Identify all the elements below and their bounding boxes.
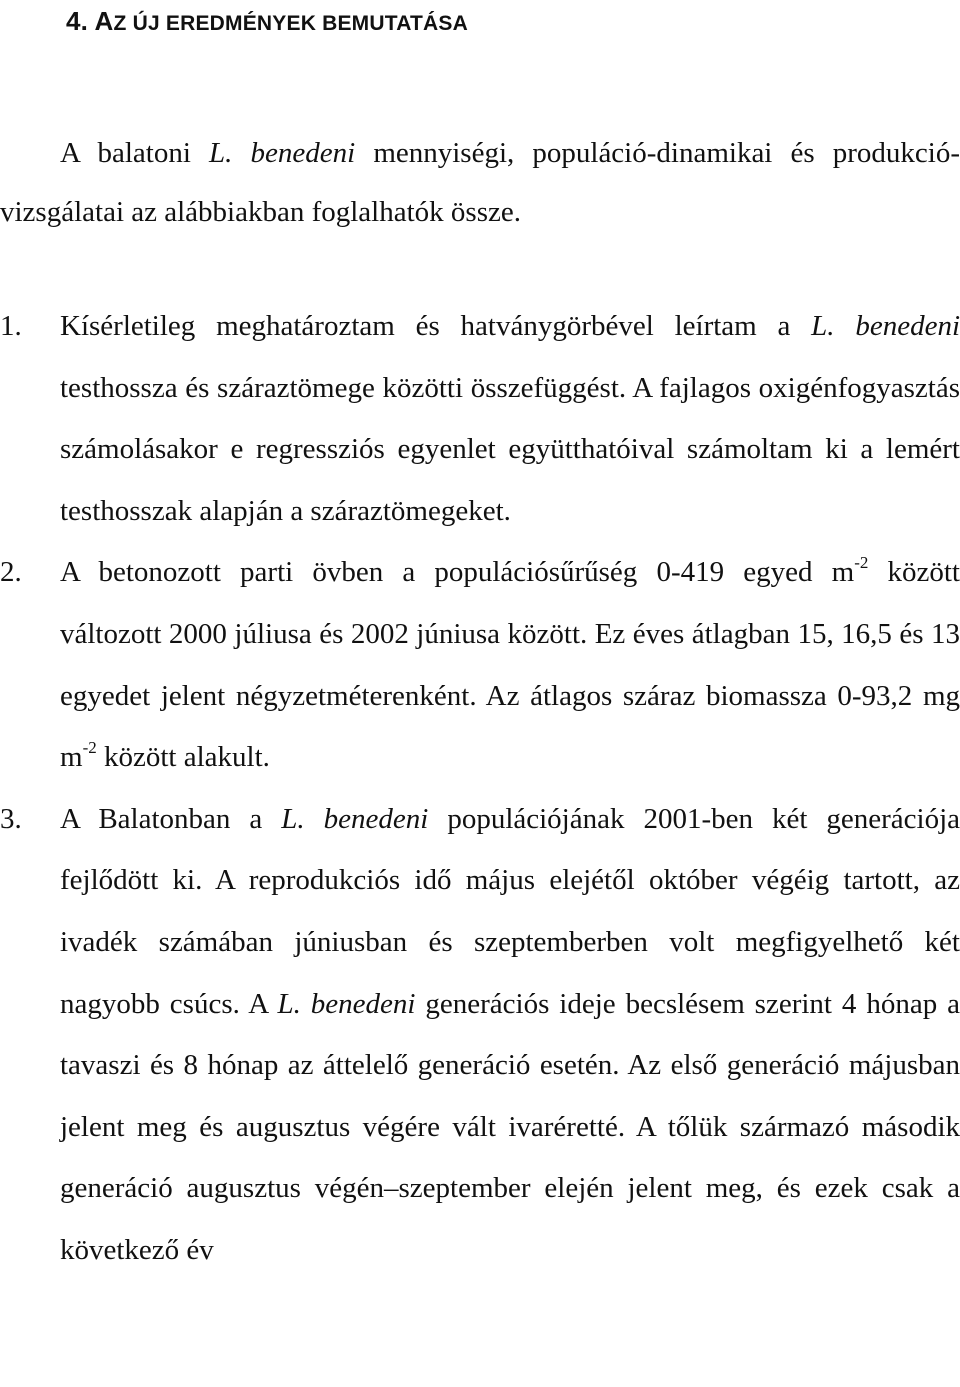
superscript-exponent: -2 xyxy=(82,738,97,758)
item-text: testhossza és száraztömege közötti összefüggést. A fajlagos oxigénfogyasztás számolásakor e regressziós egyenlet együtthatóival számoltam ki a lemért testhosszak alapján a száraztömegeket. xyxy=(60,371,960,527)
result-item-2 xyxy=(0,542,960,788)
item-number: 2. xyxy=(0,556,22,589)
intro-text-end: mennyiségi, populáció-dinamikai és produkció-vizsgálatai az alábbiakban foglalhatók össze. xyxy=(0,137,960,228)
heading-number: 4. A xyxy=(66,6,114,36)
species-name: L. benedeni xyxy=(209,137,356,169)
species-name: L. benedeni xyxy=(281,802,429,835)
item-text: A betonozott parti övben a populációsűrűség 0-419 egyed m xyxy=(60,556,855,589)
results-list xyxy=(0,296,960,1282)
species-name: L. benedeni xyxy=(277,987,416,1020)
item-number: 1. xyxy=(0,310,22,342)
intro-paragraph xyxy=(0,124,960,242)
item-number: 3. xyxy=(0,802,22,835)
item-text: között alakult. xyxy=(103,741,270,774)
superscript-exponent: -2 xyxy=(854,553,869,573)
species-name: L. benedeni xyxy=(811,310,960,342)
section-heading xyxy=(66,3,468,42)
item-text: Kísérletileg meghatároztam és hatványgörbével leírtam a xyxy=(60,310,791,342)
item-text: generációs ideje becslésem szerint 4 hónap a tavaszi és 8 hónap az áttelelő generáció esetén. Az első generáció májusban jelent meg és augusztus végére vált ivaréretté. A tőlük származó második generáció augusztus végén–szeptember elején jelent meg, és ezek csak a következő év xyxy=(60,987,960,1266)
item-text: között változott 2000 júliusa és 2002 júniusa között. Ez éves átlagban 15, 16,5 és 13 egyedet jelent négyzetméterenként. Az átlagos száraz biomassza 0-93,2 mg m xyxy=(60,556,960,774)
result-item-3 xyxy=(0,789,960,1282)
intro-text-start: A balatoni xyxy=(60,137,191,169)
result-item-1 xyxy=(0,296,960,542)
item-text: populációjának 2001-ben két generációja fejlődött ki. A reprodukciós idő május elejétől október végéig tartott, az ivadék számában júniusban és szeptemberben volt megfigyelhető két nagyobb csúcs. A xyxy=(60,802,960,1020)
item-text: A Balatonban a xyxy=(60,802,263,835)
heading-title: Z ÚJ EREDMÉNYEK BEMUTATÁSA xyxy=(113,12,468,35)
